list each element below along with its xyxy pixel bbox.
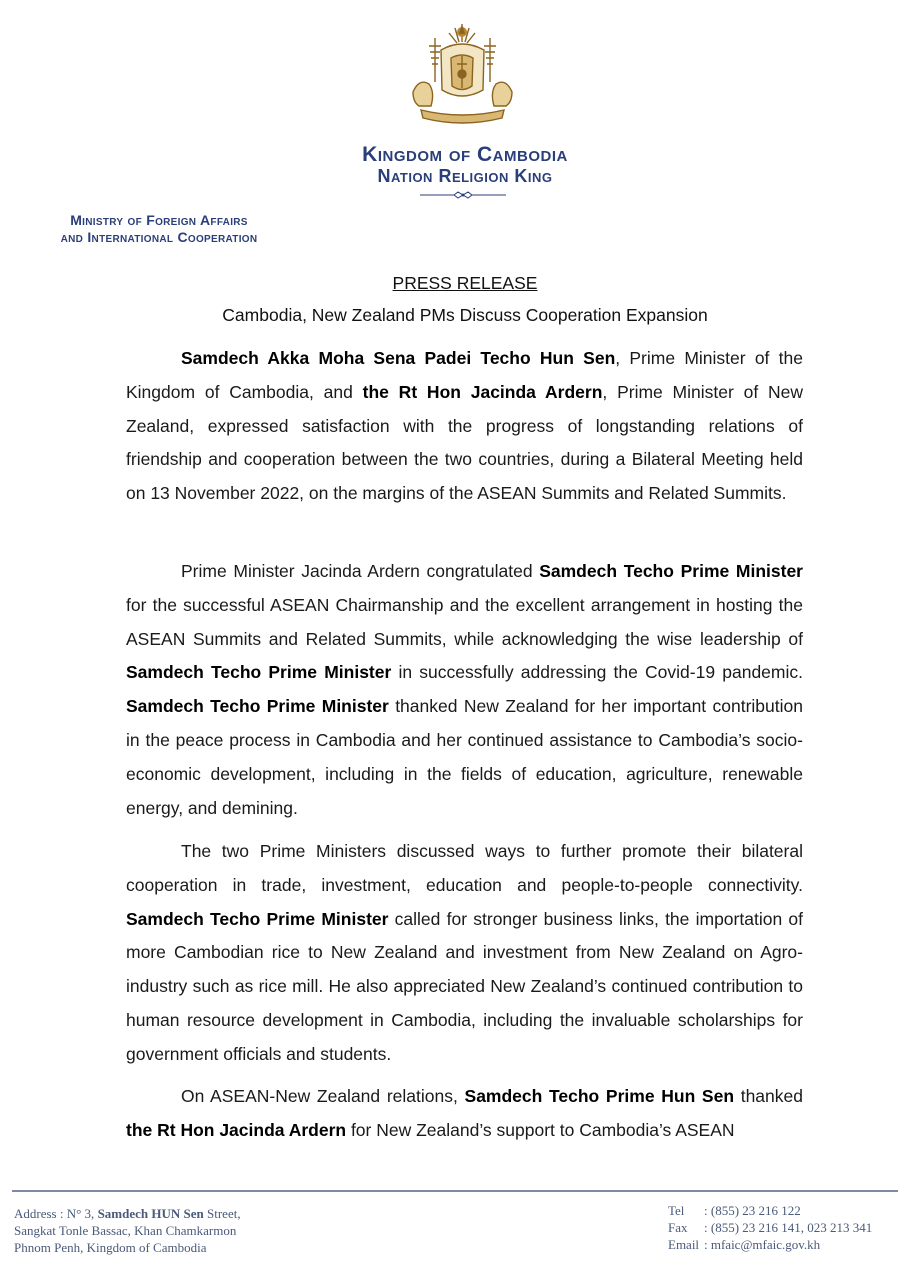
fax-row: Fax : (855) 23 216 141, 023 213 341 xyxy=(668,1220,873,1235)
body-text: for New Zealand’s support to Cambodia’s ASEAN xyxy=(346,1119,735,1140)
body-text: , Prime Minister of New Zealand, expressed satisfaction with the progress of longstanding relations of friendship and cooperation between the two countries, during a Bilateral Meeting held on 13 November 2022, on the margins of the ASEAN Summits and Related Summits. xyxy=(126,381,803,504)
address-line-1: Address : N° 3, Samdech HUN Sen Street, xyxy=(14,1206,241,1221)
royal-coat-of-arms-icon xyxy=(405,20,520,132)
bold-name-text: Samdech Techo Prime Minister xyxy=(539,561,803,581)
bold-name-text: Samdech Techo Prime Minister xyxy=(126,662,392,683)
kingdom-title: Kingdom of Cambodia xyxy=(362,143,568,166)
body-text: called for stronger business links, the importation of more Cambodian rice to New Zealand and investment from New Zealand on Agro-industry such as rice mill. He also appreciated New Zealand’s continued contribution to human resource development in Cambodia, including the invaluable scholarships for government officials and students. xyxy=(126,908,803,1064)
email-link[interactable]: : mfaic@mfaic.gov.kh xyxy=(704,1237,821,1252)
bold-name-text: Samdech Akka Moha Sena Padei Techo Hun Sen xyxy=(181,348,616,368)
ministry-name: Ministry of Foreign Affairs xyxy=(70,212,248,228)
bold-name-text: Samdech Techo Prime Minister xyxy=(126,696,389,717)
body-text: , Prime Minister of the Kingdom of Cambodia, and xyxy=(126,348,803,402)
body-text: The two Prime Ministers discussed ways to further promote their bilateral cooperation in trade, investment, education and people-to-people connectivity. xyxy=(126,841,803,895)
bold-name-text: the Rt Hon Jacinda Ardern xyxy=(126,1119,347,1140)
ministry-name-line2: and International Cooperation xyxy=(60,229,258,245)
bold-name-text: Samdech Techo Prime Minister xyxy=(126,908,389,929)
body-paragraph xyxy=(126,342,803,511)
body-text: in successfully addressing the Covid-19 pandemic. xyxy=(391,662,803,683)
body-text: On ASEAN-New Zealand relations, xyxy=(181,1086,465,1106)
body-text: for the successful ASEAN Chairmanship and the excellent arrangement in hosting the ASEAN Summits and Related Summits, while acknowledging the wise leadership of xyxy=(126,594,803,649)
footer-divider xyxy=(12,1190,898,1192)
tel-row: Tel : (855) 23 216 122 xyxy=(668,1203,801,1218)
footer-contact xyxy=(668,1202,908,1253)
paragraph-text xyxy=(126,342,803,511)
email-row: Email : mfaic@mfaic.gov.kh xyxy=(668,1237,821,1252)
address-line-3: Phnom Penh, Kingdom of Cambodia xyxy=(14,1240,207,1255)
decorative-divider-icon xyxy=(418,190,508,200)
footer-address xyxy=(14,1205,314,1256)
body-paragraph xyxy=(126,1080,803,1148)
address-line-2: Sangkat Tonle Bassac, Khan Chamkarmon xyxy=(14,1223,237,1238)
body-text: Prime Minister Jacinda Ardern congratulated xyxy=(181,561,540,581)
bold-name-text: Samdech Techo Prime Hun Sen xyxy=(464,1086,735,1106)
body-paragraph xyxy=(126,555,803,825)
body-text: thanked xyxy=(734,1086,803,1106)
paragraph-text xyxy=(126,555,803,825)
kingdom-motto: Nation Religion King xyxy=(377,166,553,186)
press-release-label: PRESS RELEASE xyxy=(392,273,538,293)
body-text: thanked New Zealand for her important contribution in the peace process in Cambodia and her continued assistance to Cambodia’s socio-economic development, including in the fields of education, agriculture, renewable energy, and demining. xyxy=(126,696,803,818)
paragraph-text xyxy=(126,835,803,1072)
body-paragraph xyxy=(126,835,803,1072)
bold-name-text: the Rt Hon Jacinda Ardern xyxy=(362,381,603,402)
paragraph-text xyxy=(126,1080,803,1148)
press-release-title: Cambodia, New Zealand PMs Discuss Cooperation Expansion xyxy=(222,305,708,325)
